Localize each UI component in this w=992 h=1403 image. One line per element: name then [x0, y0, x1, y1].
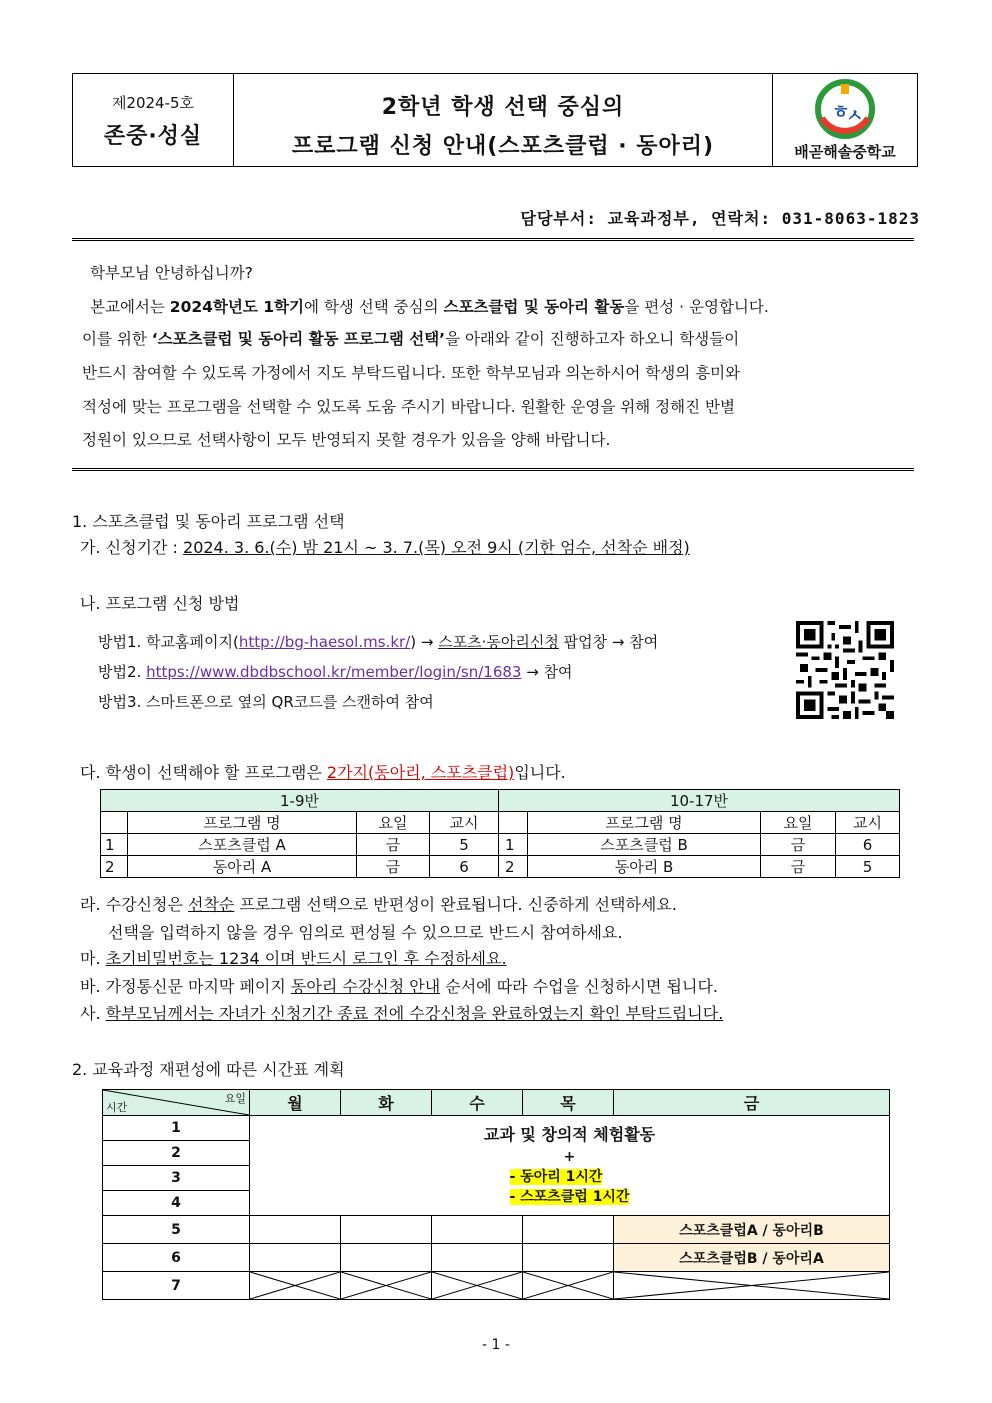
cross-mark-icon: [614, 1272, 889, 1299]
period-row: [103, 1244, 890, 1272]
crossed-cell: [250, 1272, 341, 1300]
empty-cell: [341, 1244, 432, 1272]
header-left-cell: [73, 74, 234, 166]
program-table: [100, 789, 900, 878]
corner-cell: [103, 1090, 250, 1116]
day-wed: 수: [432, 1090, 523, 1116]
program-name: 스포츠클럽 B: [528, 834, 761, 856]
method1: [98, 631, 658, 652]
empty-cell: [250, 1216, 341, 1244]
text: 이를 위한: [82, 330, 152, 348]
program-period: 6: [430, 856, 499, 878]
table-group-row: [101, 790, 900, 812]
merged-plus: +: [563, 1148, 576, 1165]
program-day: 금: [761, 856, 836, 878]
merged-title: 교과 및 창의적 체험활동: [483, 1124, 656, 1144]
program-day: 금: [357, 856, 430, 878]
period-label: 2: [103, 1141, 250, 1166]
period-label: 5: [103, 1216, 250, 1244]
school-motto: 존중·성실: [103, 124, 203, 149]
text: 사.: [80, 1004, 106, 1023]
period-label: 4: [103, 1191, 250, 1216]
text: → 참여: [521, 663, 573, 681]
intro-line5: 정원이 있으므로 선택사항이 모두 반영되지 못할 경우가 있음을 양해 바랍니다.: [82, 431, 611, 449]
program-period: 5: [430, 834, 499, 856]
row-no: 2: [499, 856, 528, 878]
header-day: 요일: [357, 812, 430, 834]
crossed-cell: [614, 1272, 890, 1300]
text: 을 아래와 같이 진행하고자 하오니 학생들이: [445, 330, 740, 348]
svg-text:ㅅ: ㅅ: [846, 106, 864, 127]
svg-text:ㅎ: ㅎ: [832, 102, 850, 123]
period-label: 7: [103, 1272, 250, 1300]
table-row: [101, 834, 900, 856]
group-1-9: 1-9반: [101, 790, 499, 812]
text: 에 학생 선택 중심의: [303, 298, 444, 316]
contact-info: 담당부서: 교육과정부, 연락처: 031-8063-1823: [520, 209, 920, 228]
text: 순서에 따라 수업을 신청하시면 됩니다.: [440, 977, 718, 996]
section2-title: 2. 교육과정 재편성에 따른 시간표 계획: [72, 1060, 345, 1079]
school-logo-icon: [810, 78, 880, 140]
row-no: 1: [499, 834, 528, 856]
required-programs: 2가지(동아리, 스포츠클럽): [326, 763, 515, 782]
intro-line3: 반드시 참여할 수 있도록 가정에서 지도 부탁드립니다. 또한 학부모님과 의논하시어 학생의 흥미와: [82, 364, 741, 382]
header-program-name: 프로그램 명: [528, 812, 761, 834]
text: 팝업창 → 참여: [558, 633, 659, 651]
program-count-note: [80, 760, 566, 783]
text: 방법1. 학교홈페이지(: [98, 633, 239, 651]
text: 가. 신청기간 :: [80, 538, 184, 557]
crossed-cell: [432, 1272, 523, 1300]
method2: [98, 661, 573, 682]
bold-text: 2024학년도 1학기: [169, 298, 304, 316]
page-title-line2: 프로그램 신청 안내(스포츠클럽 · 동아리): [291, 134, 715, 159]
text: 입니다.: [514, 763, 566, 782]
empty-cell: [432, 1244, 523, 1272]
row-no: 1: [101, 834, 128, 856]
program-period: 6: [836, 834, 900, 856]
period-row: [103, 1216, 890, 1244]
popup-name: 스포츠·동아리신청: [438, 633, 559, 651]
cross-mark-icon: [341, 1272, 431, 1299]
intro-line2: [82, 323, 912, 355]
method3: 방법3. 스마트폰으로 옆의 QR코드를 스캔하여 참여: [98, 693, 434, 711]
greeting: 학부모님 안녕하십니까?: [90, 264, 253, 282]
section1-title: 1. 스포츠클럽 및 동아리 프로그램 선택: [72, 512, 345, 531]
intro-line1: [90, 291, 910, 323]
sports-hour-item: - 스포츠클럽 1시간: [509, 1188, 630, 1205]
text: ) →: [410, 633, 439, 651]
cell-empty: [499, 812, 528, 834]
period-text: 2024. 3. 6.(수) 밤 21시 ~ 3. 7.(목) 오전 9시 (기한 엄수, 선착순 배정): [183, 538, 690, 557]
cross-mark-icon: [250, 1272, 340, 1299]
page-number: - 1 -: [482, 1337, 510, 1353]
school-homepage-link[interactable]: http://bg-haesol.ms.kr/: [238, 633, 411, 651]
header-period: 교시: [430, 812, 499, 834]
empty-cell: [250, 1244, 341, 1272]
password-note: 초기비밀번호는 1234 이며 반드시 로그인 후 수정하세요.: [105, 949, 507, 968]
school-name: 배곧해솔중학교: [794, 143, 896, 161]
header-program-name: 프로그램 명: [128, 812, 357, 834]
program-day: 금: [357, 834, 430, 856]
corner-time-label: 시간: [106, 1101, 128, 1114]
corner-day-label: 요일: [224, 1092, 246, 1105]
bold-text: ‘스포츠클럽 및 동아리 활동 프로그램 선택’: [151, 330, 446, 348]
empty-cell: [341, 1216, 432, 1244]
text: 본교에서는: [90, 298, 170, 316]
divider-middle: [72, 468, 914, 474]
page-title-line1: 2학년 학생 선택 중심의: [381, 95, 625, 120]
period-label: 3: [103, 1166, 250, 1191]
empty-cell: [523, 1244, 614, 1272]
bold-text: 스포츠클럽 및 동아리 활동: [443, 298, 625, 316]
divider-top: [72, 238, 914, 244]
crossed-cell: [523, 1272, 614, 1300]
cross-mark-icon: [432, 1272, 522, 1299]
application-period: [80, 535, 690, 558]
header-period: 교시: [836, 812, 900, 834]
text: 방법2.: [98, 663, 147, 681]
note-sa: [80, 1001, 723, 1024]
parent-confirm-note: 학부모님께서는 자녀가 신청기간 종료 전에 수강신청을 완료하였는지 확인 부탁드립니다.: [105, 1004, 724, 1023]
header-day: 요일: [761, 812, 836, 834]
text: 마.: [80, 949, 106, 968]
club-hour-item: - 동아리 1시간: [509, 1168, 603, 1185]
text: 라. 수강신청은: [80, 895, 188, 914]
row-no: 2: [101, 856, 128, 878]
note-ra-2: 선택을 입력하지 않을 경우 임의로 편성될 수 있으므로 반드시 참여하세요.: [108, 923, 623, 942]
day-fri: 금: [614, 1090, 890, 1116]
friday-period5: 스포츠클럽A / 동아리B: [614, 1216, 890, 1244]
first-come-text: 선착순: [188, 895, 235, 914]
timetable: [102, 1089, 890, 1300]
period-row: [103, 1116, 890, 1141]
program-name: 동아리 A: [128, 856, 357, 878]
friday-period6: 스포츠클럽B / 동아리A: [614, 1244, 890, 1272]
program-period: 5: [836, 856, 900, 878]
table-row: [101, 856, 900, 878]
group-10-17: 10-17반: [499, 790, 900, 812]
text: 다. 학생이 선택해야 할 프로그램은: [80, 763, 327, 782]
header-title-cell: [234, 74, 773, 166]
cell-empty: [101, 812, 128, 834]
program-name: 스포츠클럽 A: [128, 834, 357, 856]
empty-cell: [432, 1216, 523, 1244]
period-row: [103, 1272, 890, 1300]
note-ra: [80, 892, 677, 915]
empty-cell: [523, 1216, 614, 1244]
cross-mark-icon: [523, 1272, 613, 1299]
method-title: 나. 프로그램 신청 방법: [80, 594, 240, 613]
merged-list: [510, 1167, 630, 1207]
timetable-header-row: [103, 1090, 890, 1116]
period-label: 6: [103, 1244, 250, 1272]
text: 프로그램 선택으로 반편성이 완료됩니다. 신중하게 선택하세요.: [234, 895, 677, 914]
day-tue: 화: [341, 1090, 432, 1116]
text: 바. 가정통신문 마지막 페이지: [80, 977, 291, 996]
text: 을 편성 · 운영합니다.: [624, 298, 769, 316]
crossed-cell: [341, 1272, 432, 1300]
header-logo-cell: [773, 74, 917, 166]
program-day: 금: [761, 834, 836, 856]
qr-code-icon[interactable]: [796, 621, 894, 719]
period-label: 1: [103, 1116, 250, 1141]
issue-number: 제2024-5호: [111, 94, 195, 112]
note-ba: [80, 974, 718, 997]
header-box: [72, 73, 918, 167]
program-name: 동아리 B: [528, 856, 761, 878]
day-thu: 목: [523, 1090, 614, 1116]
table-header-row: [101, 812, 900, 834]
intro-line4: 적성에 맞는 프로그램을 선택할 수 있도록 도움 주시기 바랍니다. 원활한 운영을 위해 정해진 반별: [82, 398, 735, 416]
day-mon: 월: [250, 1090, 341, 1116]
registration-link[interactable]: https://www.dbdbschool.kr/member/login/sn/1683: [146, 663, 522, 681]
merged-cell: [250, 1116, 890, 1216]
club-guide-ref: 동아리 수강신청 안내: [290, 977, 441, 996]
note-ma: [80, 946, 507, 969]
